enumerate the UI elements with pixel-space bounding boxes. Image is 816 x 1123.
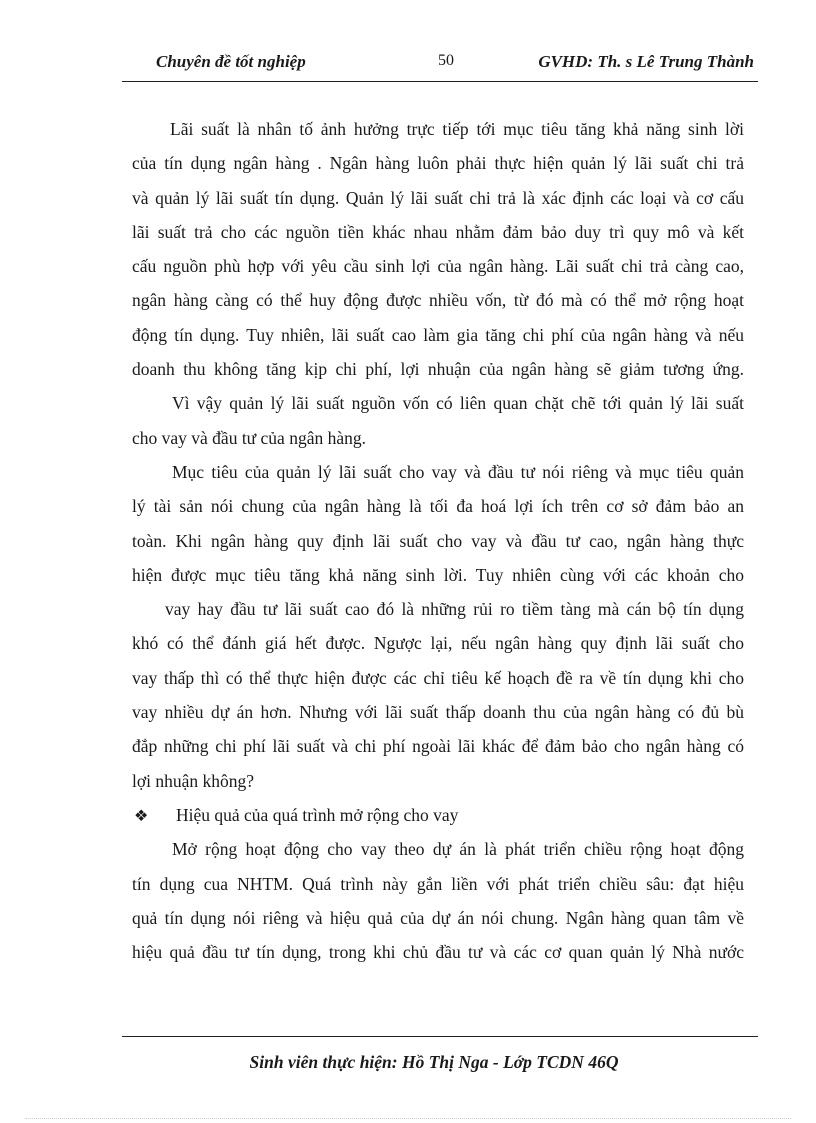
document-title: Chuyên đề tốt nghiệp [156,52,306,71]
paragraph-line: Mục tiêu của quản lý lãi suất cho vay và đầu tư nói riêng và mục tiêu quản [172,461,744,482]
paragraph-line: khó có thể đánh giá hết được. Ngược lại, nếu ngân hàng quy định lãi suất cho [132,633,744,654]
page-edge-dots [25,1118,791,1119]
paragraph-line: hiệu quả đầu tư tín dụng, trong khi chủ đầu tư và các cơ quan quản lý Nhà nước [132,942,744,963]
paragraph-line: vay nhiều dự án hơn. Nhưng với lãi suất thấp doanh thu của ngân hàng có đủ bù [132,702,744,723]
header-divider [122,81,758,82]
paragraph-line: doanh thu không tăng kịp chi phí, lợi nhuận của ngân hàng sẽ giảm tương ứng. [132,359,744,380]
page-footer [0,1052,816,1073]
paragraph-line: động tín dụng. Tuy nhiên, lãi suất cao làm gia tăng chi phí của ngân hàng và nếu [132,324,744,345]
paragraph-line: vay thấp thì có thể thực hiện được các chỉ tiêu kế hoạch đề ra về tín dụng khi cho [132,667,744,688]
student-info: Sinh viên thực hiện: Hồ Thị Nga - Lớp TCDN 46Q [249,1052,619,1072]
page-header [122,50,758,80]
paragraph-line: hiện được mục tiêu tăng khả năng sinh lời. Tuy nhiên cùng với các khoản cho [132,564,744,585]
paragraph-line: ngân hàng càng có thể huy động được nhiều vốn, từ đó mà có thể mở rộng hoạt [132,290,744,311]
paragraph-line: Vì vậy quản lý lãi suất nguồn vốn có liên quan chặt chẽ tới quản lý lãi suất [172,393,744,414]
paragraph-line: và quản lý lãi suất tín dụng. Quản lý lãi suất chi trả là xác định các loại và cơ cấu [132,187,744,208]
paragraph-line: của tín dụng ngân hàng . Ngân hàng luôn phải thực hiện quản lý lãi suất chi trả [132,153,744,174]
paragraph-line: quả tín dụng nói riêng và hiệu quả của dự án nói chung. Ngân hàng quan tâm về [132,907,744,928]
diamond-bullet-icon: ❖ [134,807,149,825]
body-text [132,112,744,969]
section-heading-text: Hiệu quả của quá trình mở rộng cho vay [176,804,459,825]
paragraph-line: đắp những chi phí lãi suất và chi phí ngoài lãi khác để đảm bảo cho ngân hàng có [132,736,744,757]
paragraph-line: cho vay và đầu tư của ngân hàng. [132,427,366,448]
paragraph-line: toàn. Khi ngân hàng quy định lãi suất cho vay và đầu tư cao, ngân hàng thực [132,530,744,551]
paragraph-line: lãi suất trả cho các nguồn tiền khác nhau nhằm đảm bảo duy trì quy mô và kết [132,221,744,242]
paragraph-line: lợi nhuận không? [132,770,255,791]
page-number: 50 [438,52,454,69]
paragraph-line: cấu nguồn phù hợp với yêu cầu sinh lợi của ngân hàng. Lãi suất chi trả càng cao, [132,256,744,277]
paragraph-line: vay hay đầu tư lãi suất cao đó là những rủi ro tiềm tàng mà cán bộ tín dụng [165,599,744,620]
footer-divider [122,1036,758,1037]
paragraph-line: Lãi suất là nhân tố ảnh hưởng trực tiếp tới mục tiêu tăng khả năng sinh lời [170,119,744,139]
supervisor-label: GVHD: Th. s Lê Trung Thành [538,52,754,71]
paragraph-line: lý tài sản nói chung của ngân hàng là tối đa hoá lợi ích trên cơ sở đảm bảo an [132,496,744,517]
section-heading [132,798,744,832]
paragraph-line: Mở rộng hoạt động cho vay theo dự án là phát triển chiều rộng hoạt động [172,839,744,860]
paragraph-line: tín dụng cua NHTM. Quá trình này gắn liền với phát triển chiều sâu: đạt hiệu [132,873,744,894]
